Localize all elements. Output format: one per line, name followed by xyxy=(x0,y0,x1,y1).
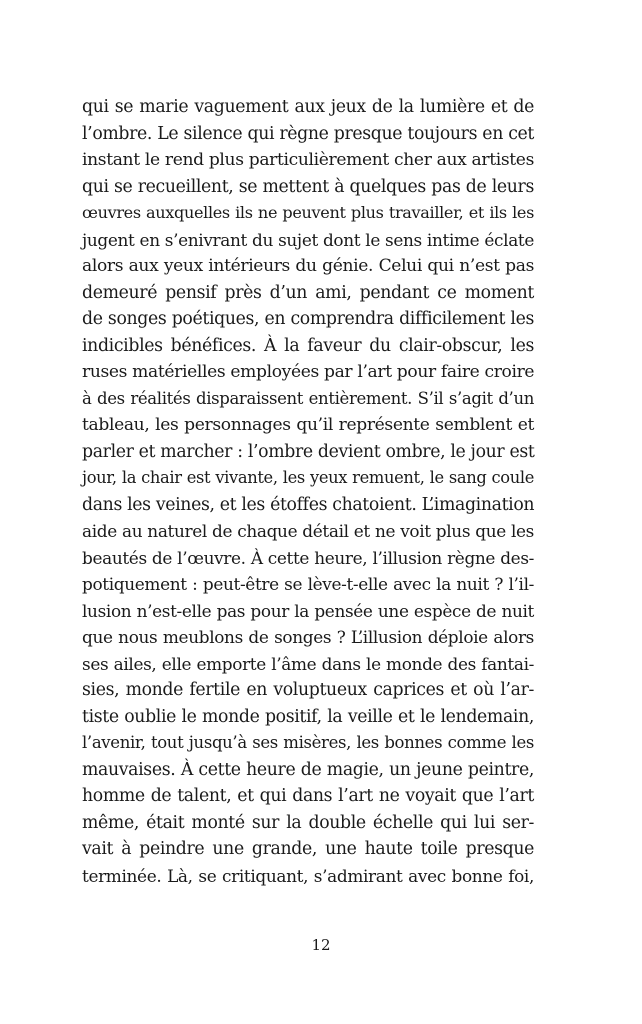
text-line: vait à peindre une grande, une haute toile presque xyxy=(82,839,534,859)
body-text xyxy=(82,94,534,889)
text-line: qui se recueillent, se mettent à quelques pas de leurs xyxy=(82,176,534,197)
text-line: même, était monté sur la double échelle qui lui ser- xyxy=(82,812,534,833)
text-line: instant le rend plus particulièrement cher aux artistes xyxy=(82,150,534,170)
text-line: homme de talent, et qui dans l’art ne voyait que l’art xyxy=(82,786,534,806)
text-line: l’ombre. Le silence qui règne presque toujours en cet xyxy=(82,123,534,144)
text-line: ses ailes, elle emporte l’âme dans le monde des fantai- xyxy=(82,653,534,674)
text-line: aide au naturel de chaque détail et ne voit plus que les xyxy=(82,521,534,541)
text-line: ruses matérielles employées par l’art pour faire croire xyxy=(82,362,535,382)
text-line: que nous meublons de songes ? L’illusion déploie alors xyxy=(82,627,534,647)
text-line: jour, la chair est vivante, les yeux remuent, le sang coule xyxy=(82,468,534,487)
text-line: l’avenir, tout jusqu’à ses misères, les bonnes comme les xyxy=(82,733,534,752)
text-line: lusion n’est-elle pas pour la pensée une espèce de nuit xyxy=(82,600,534,621)
text-line: tableau, les personnages qu’il représente semblent et xyxy=(82,415,534,435)
text-line: terminée. Là, se critiquant, s’admirant avec bonne foi, xyxy=(82,865,534,886)
text-line: tiste oublie le monde positif, la veille et le lendemain, xyxy=(82,706,534,727)
text-line: mauvaises. À cette heure de magie, un jeune peintre, xyxy=(82,759,534,780)
text-line: dans les veines, et les étoffes chatoient. L’imagination xyxy=(82,494,535,515)
text-line: sies, monde fertile en voluptueux caprices et où l’ar- xyxy=(82,680,534,700)
text-line: demeuré pensif près d’un ami, pendant ce moment xyxy=(82,282,534,303)
text-line: indicibles bénéfices. À la faveur du clair-obscur, les xyxy=(82,335,534,356)
text-line: à des réalités disparaissent entièrement. S’il s’agit d’un xyxy=(82,388,534,408)
page-number: 12 xyxy=(311,936,331,954)
text-line: jugent en s’enivrant du sujet dont le sens intime éclate xyxy=(82,229,534,250)
text-line: qui se marie vaguement aux jeux de la lumière et de xyxy=(82,97,534,117)
text-line: potiquement : peut-être se lève-t-elle avec la nuit ? l’il- xyxy=(82,574,534,594)
text-line: beautés de l’œuvre. À cette heure, l’illusion règne des- xyxy=(82,547,534,568)
text-line: parler et marcher : l’ombre devient ombre, le jour est xyxy=(82,441,535,462)
text-line: de songes poétiques, en comprendra difficilement les xyxy=(82,309,534,329)
text-line: œuvres auxquelles ils ne peuvent plus travailler, et ils les xyxy=(82,203,534,222)
text-line: alors aux yeux intérieurs du génie. Celui qui n’est pas xyxy=(82,256,534,276)
